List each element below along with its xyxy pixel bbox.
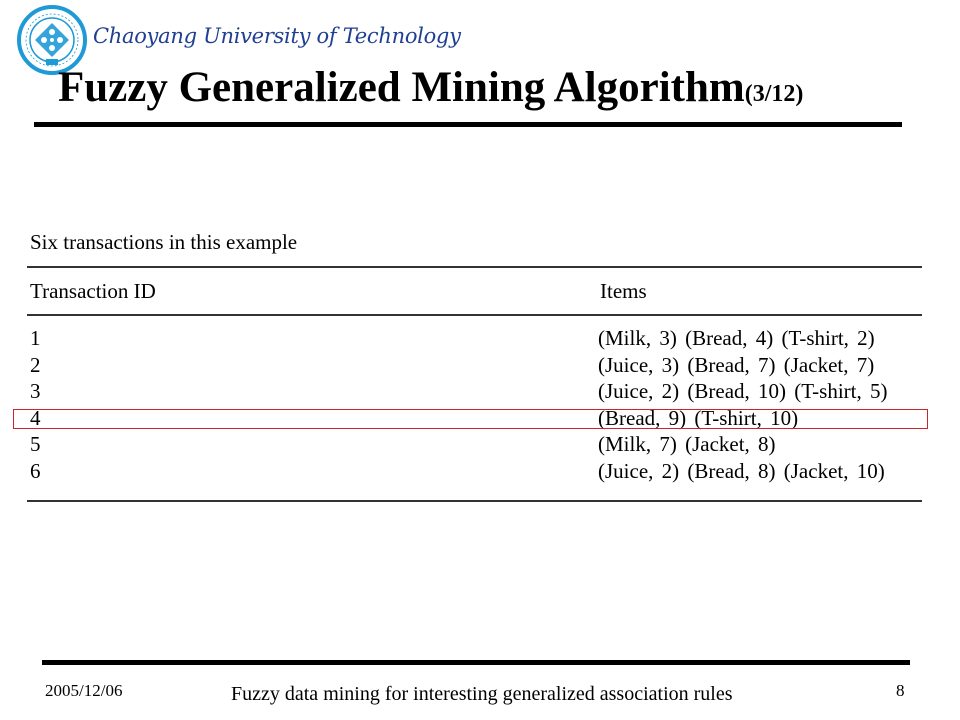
university-name: Chaoyang University of Technology	[93, 24, 461, 48]
transaction-items: (Juice, 2) (Bread, 8) (Jacket, 10)	[598, 458, 885, 483]
slide-title-main: Fuzzy Generalized Mining Algorithm	[58, 64, 745, 111]
transaction-items: (Milk, 7) (Jacket, 8)	[598, 432, 776, 456]
transaction-id: 3	[30, 379, 41, 403]
table-bottom-rule	[27, 500, 922, 502]
title-divider	[34, 122, 902, 127]
footer-divider	[42, 660, 910, 665]
table-row	[0, 432, 960, 459]
column-header-items: Items	[600, 279, 647, 303]
transaction-id: 2	[30, 352, 41, 377]
column-header-transaction-id: Transaction ID	[30, 279, 156, 303]
table-header-rule	[27, 314, 922, 316]
page-number: 8	[896, 681, 905, 700]
table-top-rule	[27, 266, 922, 268]
table-row	[0, 326, 960, 353]
transaction-id: 4	[30, 405, 41, 430]
transaction-items: (Milk, 3) (Bread, 4) (T-shirt, 2)	[598, 326, 875, 350]
transaction-items: (Bread, 9) (T-shirt, 10)	[598, 405, 799, 430]
footer-date: 2005/12/06	[45, 681, 123, 700]
row-highlight-box	[13, 409, 928, 429]
table-row	[0, 459, 960, 486]
transaction-id: 6	[30, 458, 41, 483]
table-row	[0, 379, 960, 406]
slide-title-sub: (3/12)	[744, 81, 804, 107]
slide-title	[58, 66, 803, 109]
table-row	[0, 353, 960, 380]
table-caption: Six transactions in this example	[30, 230, 298, 254]
footer-subject: Fuzzy data mining for interesting generalized association rules	[231, 683, 733, 705]
transaction-rows	[0, 326, 960, 485]
transaction-id: 5	[30, 432, 41, 456]
transaction-items: (Juice, 3) (Bread, 7) (Jacket, 7)	[598, 352, 875, 377]
transaction-items: (Juice, 2) (Bread, 10) (T-shirt, 5)	[598, 379, 888, 403]
transaction-id: 1	[30, 326, 41, 350]
